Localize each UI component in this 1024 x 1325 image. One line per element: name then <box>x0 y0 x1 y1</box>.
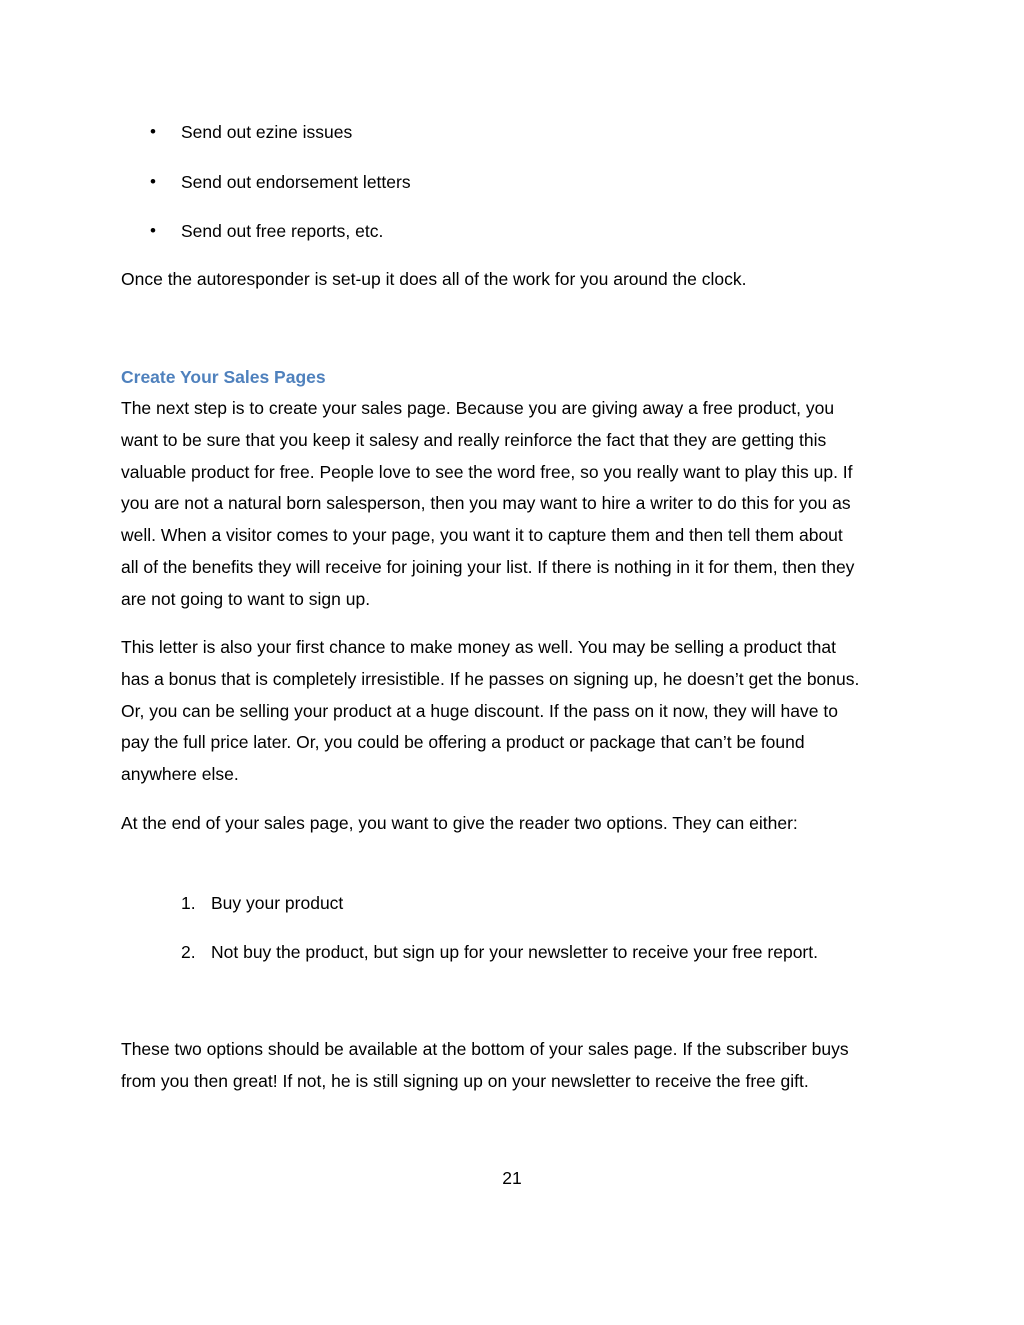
paragraph-line: Once the autoresponder is set-up it does all of the work for you around the clock. <box>121 269 747 289</box>
paragraph-line: pay the full price later. Or, you could be offering a product or package that can’t be found <box>121 732 805 753</box>
page-number: 21 <box>502 1168 522 1188</box>
bullet-icon: • <box>150 122 156 141</box>
paragraph-line: Or, you can be selling your product at a huge discount. If the pass on it now, they will have to <box>121 700 838 721</box>
list-number: 2. <box>181 942 196 962</box>
paragraph-line: well. When a visitor comes to your page, you want it to capture them and then tell them about <box>121 525 843 546</box>
paragraph-line: anywhere else. <box>121 764 239 785</box>
section-heading: Create Your Sales Pages <box>121 367 326 387</box>
bullet-text: Send out free reports, etc. <box>181 221 384 241</box>
closing-paragraph <box>121 1034 911 1098</box>
list-number: 1. <box>181 893 196 913</box>
paragraph-line: This letter is also your first chance to make money as well. You may be selling a product that <box>121 637 836 657</box>
bullet-text: Send out endorsement letters <box>181 172 411 192</box>
list-item-text: Buy your product <box>211 893 344 913</box>
body-paragraph-2 <box>121 632 911 791</box>
paragraph-line: you are not a natural born salesperson, then you may want to hire a writer to do this for you as <box>121 493 851 514</box>
options-intro-paragraph <box>121 808 911 840</box>
list-item-text: Not buy the product, but sign up for your newsletter to receive your free report. <box>211 942 818 962</box>
paragraph-line: all of the benefits they will receive for joining your list. If there is nothing in it for them, then they <box>121 556 855 577</box>
bullet-icon: • <box>150 172 156 191</box>
intro-paragraph <box>121 264 911 296</box>
paragraph-line: The next step is to create your sales page. Because you are giving away a free product, you <box>121 398 835 418</box>
bullet-text: Send out ezine issues <box>181 122 353 142</box>
bullet-icon: • <box>150 221 156 240</box>
body-paragraph-1 <box>121 393 911 616</box>
paragraph-line: are not going to want to sign up. <box>121 588 371 609</box>
paragraph-line: want to be sure that you keep it salesy and really reinforce the fact that they are getting this <box>121 429 827 450</box>
paragraph-line: These two options should be available at the bottom of your sales page. If the subscriber buys <box>121 1039 849 1059</box>
paragraph-line: has a bonus that is completely irresistible. If he passes on signing up, he doesn’t get the bonus. <box>121 668 860 689</box>
paragraph-line: valuable product for free. People love to see the word free, so you really want to play this up. If <box>121 461 853 482</box>
paragraph-line: from you then great! If not, he is still signing up on your newsletter to receive the free gift. <box>121 1070 809 1091</box>
paragraph-line: At the end of your sales page, you want to give the reader two options. They can either: <box>121 813 798 833</box>
